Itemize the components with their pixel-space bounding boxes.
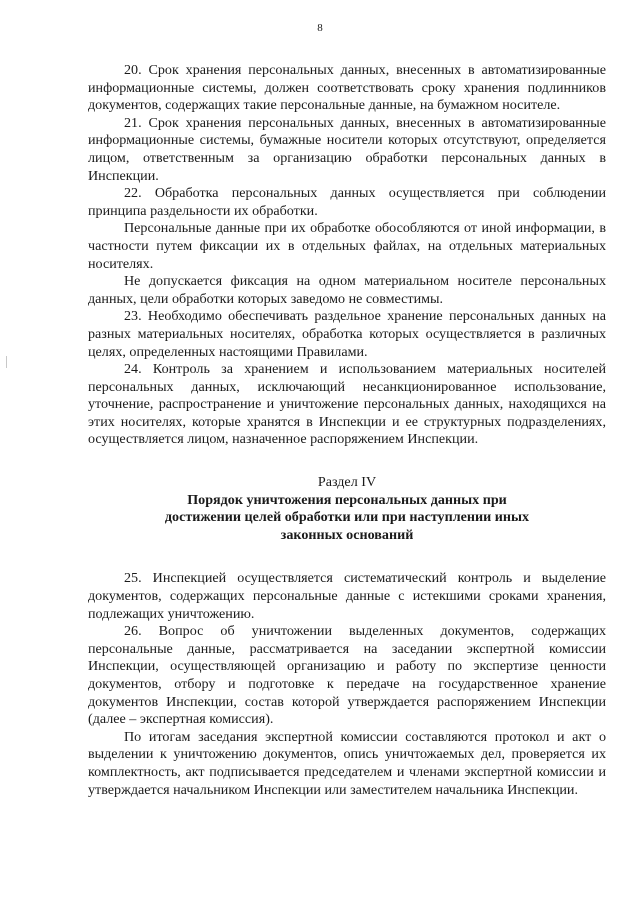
paragraph-20: 20. Срок хранения персональных данных, внесенных в автоматизированные информационные системы, должен соответствовать сроку хранения подлинников документов, содержащих такие персональные данные, на бумажном носителе. — [88, 62, 606, 114]
paragraph-23: 23. Необходимо обеспечивать раздельное хранение персональных данных на разных материальных носителях, обработка которых осуществляется в различных целях, определенных настоящими Правилами. — [88, 308, 606, 360]
page-number: 8 — [317, 22, 323, 34]
section-number: Раздел IV — [317, 474, 377, 491]
paragraph-22-a: Персональные данные при их обработке обособляются от иной информации, в частности путем фиксации их в отдельных файлах, на отдельных материальных носителях. — [88, 220, 606, 272]
section-title: Порядок уничтожения персональных данных при достижении целей обработки или при наступлении иных законных оснований — [164, 491, 530, 543]
paragraph-25: 25. Инспекцией осуществляется систематический контроль и выделение документов, содержащих персональные данные с истекшими сроками хранения, подлежащих уничтожению. — [88, 570, 606, 622]
section-heading — [88, 474, 606, 544]
paragraph-22: 22. Обработка персональных данных осуществляется при соблюдении принципа раздельности их обработки. — [88, 185, 606, 219]
paragraph-26: 26. Вопрос об уничтожении выделенных документов, содержащих персональные данные, рассматривается на заседании экспертной комиссии Инспекции, осуществляющей организацию и работу по экспертизе ценности документов, отбору и подготовке к передаче на государственное хранение документов Инспекции, состав которой утверждается распоряжением Инспекции (далее – экспертная комиссия). — [88, 623, 606, 728]
margin-mark — [6, 356, 7, 368]
paragraph-26-a: По итогам заседания экспертной комиссии составляются протокол и акт о выделении к уничтожению документов, опись уничтожаемых дел, проверяется их комплектность, акт подписывается председателем и членами экспертной комиссии и утверждается начальником Инспекции или заместителем начальника Инспекции. — [88, 728, 606, 798]
paragraph-22-b: Не допускается фиксация на одном материальном носителе персональных данных, цели обработки которых заведомо не совместимы. — [88, 273, 606, 307]
paragraph-21: 21. Срок хранения персональных данных, внесенных в автоматизированные информационные системы, бумажные носители которых отсутствуют, определяется лицом, ответственным за организацию обработки персональных данных в Инспекции. — [88, 114, 606, 184]
document-body — [88, 62, 606, 799]
paragraph-24: 24. Контроль за хранением и использованием материальных носителей персональных данных, исключающий несанкционированное использование, уточнение, распространение и уничтожение персональных данных, находящихся на этих носителях, которые хранятся в Инспекции и ее структурных подразделениях, осуществляется лицом, назначенное распоряжением Инспекции. — [88, 361, 606, 448]
